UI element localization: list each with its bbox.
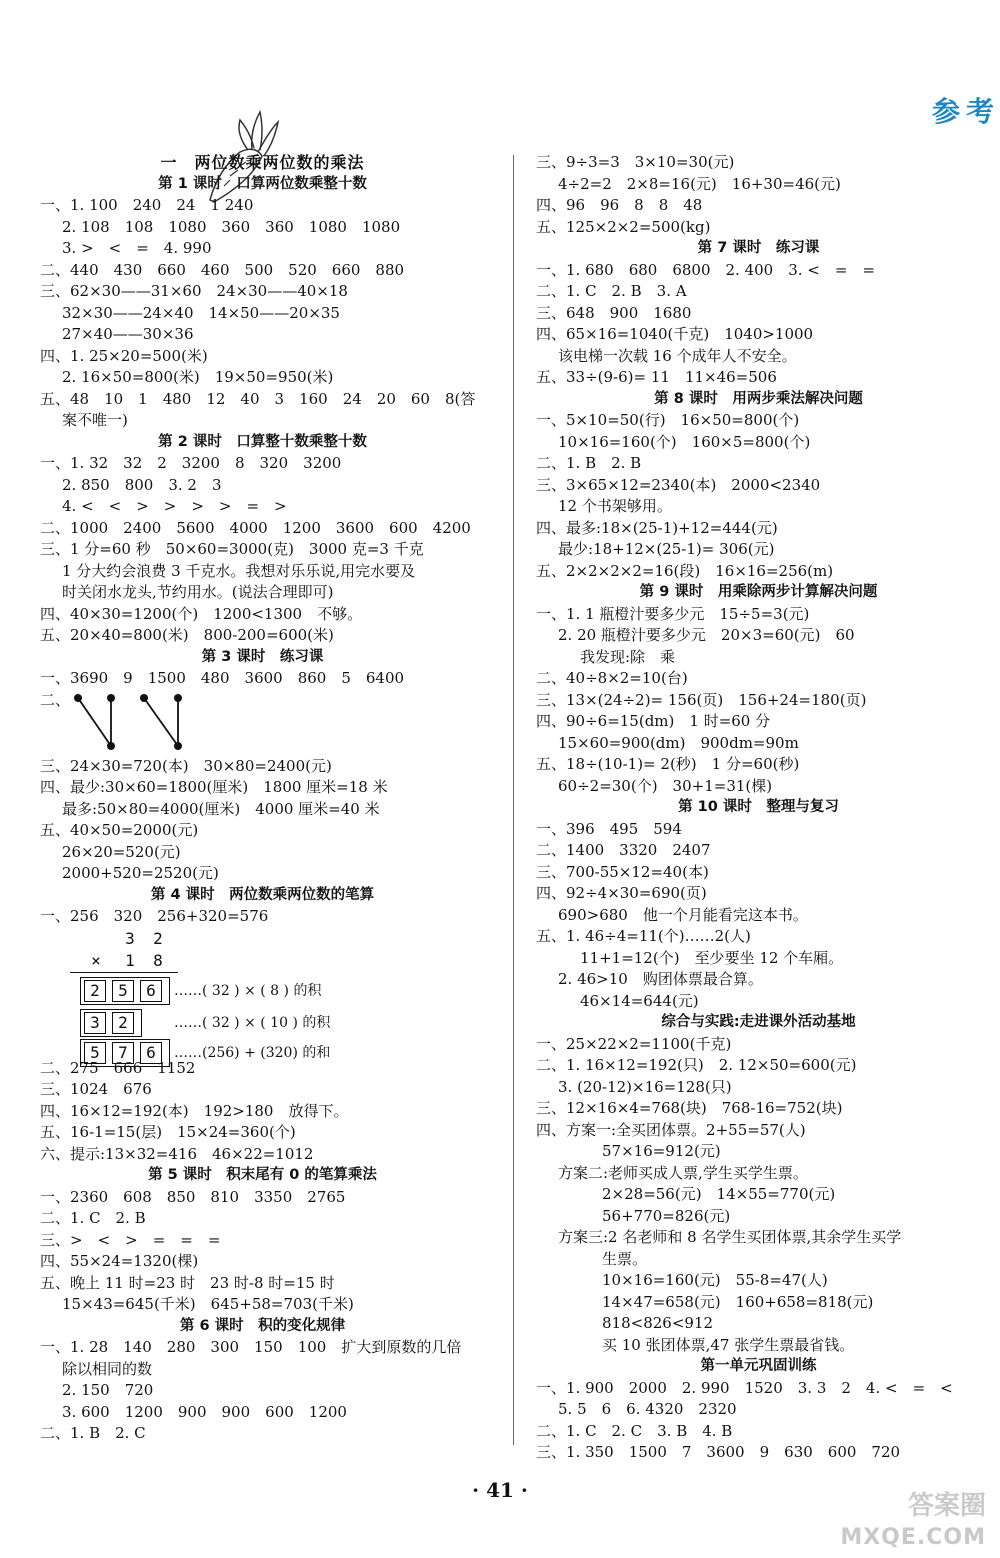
answer-line: 15×43=645(千米) 645+58=703(千米): [62, 1295, 354, 1313]
answer-line: 一、1. 900 2000 2. 990 1520 3. 3 2 4. < = <: [536, 1378, 953, 1397]
match-dot-top: [140, 694, 148, 702]
answer-line: 五、20×40=800(米) 800-200=600(米): [40, 626, 334, 644]
answer-line: 二、40÷8×2=10(台): [536, 669, 688, 687]
multiply-sign: ×: [91, 950, 101, 970]
lesson-heading: 第 2 课时 口算整十数乘整十数: [158, 433, 367, 450]
lesson-heading: 第一单元巩固训练: [700, 1358, 817, 1374]
answer-line: 五、40×50=2000(元): [40, 821, 199, 839]
answer-line: 六、提示:13×32=416 46×22=1012: [40, 1144, 314, 1163]
answer-line: 一、5×10=50(行) 16×50=800(个): [536, 411, 800, 429]
multiplicand-digit: 2: [153, 928, 163, 948]
answer-line: 三、13×(24÷2)= 156(页) 156+24=180(页): [536, 690, 867, 709]
answer-line: 除以相同的数: [62, 1359, 153, 1378]
answer-line: 我发现:除 乘: [580, 647, 676, 666]
answer-line: 2. 108 108 1080 360 360 1080 1080: [62, 217, 401, 236]
answer-line: 二、1. C 2. B: [40, 1209, 146, 1227]
answer-key-tag: 参考: [931, 95, 1000, 128]
answer-line: 三、700-55×12=40(本): [536, 862, 709, 881]
answer-line: 该电梯一次载 16 个成年人不安全。: [558, 346, 797, 365]
answer-line: 11+1=12(个) 至少要坐 12 个车厢。: [580, 948, 844, 967]
answer-line: 三、12×16×4=768(块) 768-16=752(块): [536, 1099, 843, 1117]
answer-line: 方案二:老师买成人票,学生买学生票。: [558, 1163, 808, 1182]
answer-line: 二、1. 16×12=192(只) 2. 12×50=600(元): [536, 1056, 857, 1074]
answer-line: 四、1. 25×20=500(米): [40, 346, 208, 365]
answer-line: 四、65×16=1040(千克) 1040>1000: [536, 325, 814, 343]
match-dot-bottom: [174, 742, 182, 750]
calc-note: ……(256) + (320) 的和: [174, 1044, 331, 1061]
answer-line: 5. 5 6 6. 4320 2320: [558, 1400, 737, 1418]
answer-digit-box: 2: [112, 1012, 134, 1034]
answer-line: 27×40——30×36: [62, 325, 194, 343]
match-dot-top: [74, 694, 82, 702]
answer-line: 二、1400 3320 2407: [536, 841, 711, 859]
answer-line: 二、1000 2400 5600 4000 1200 3600 600 4200: [40, 518, 471, 537]
answer-line: 32×30——24×40 14×50——20×35: [62, 303, 340, 322]
answer-line: 四、40×30=1200(个) 1200<1300 不够。: [40, 604, 363, 623]
answer-line: 四、96 96 8 8 48: [536, 196, 703, 214]
answer-line: 3. (20-12)×16=128(只): [558, 1077, 732, 1096]
answer-line: 一、2360 608 850 810 3350 2765: [40, 1187, 346, 1206]
answer-digit-box: 6: [140, 980, 162, 1002]
answer-digit-box: 5: [84, 1042, 106, 1064]
answer-line: 三、9÷3=3 3×10=30(元): [536, 153, 735, 171]
answer-line: 五、晚上 11 时=23 时 23 时-8 时=15 时: [40, 1273, 335, 1292]
lesson-heading: 第 3 课时 练习课: [201, 648, 324, 665]
answer-line: 3. > < = 4. 990: [62, 239, 212, 257]
answer-line: 2. 16×50=800(米) 19×50=950(米): [62, 368, 334, 386]
answer-line: 一、1. 100 240 24 1 240: [40, 196, 254, 214]
answer-line: 818<826<912: [602, 1314, 714, 1332]
answer-line: 2000+520=2520(元): [62, 864, 219, 882]
calc-note: ……( 32 ) × ( 10 ) 的积: [174, 1014, 331, 1031]
lesson-heading: 第 9 课时 用乘除两步计算解决问题: [639, 584, 878, 600]
answer-line: 买 10 张团体票,47 张学生票最省钱。: [602, 1335, 855, 1354]
answer-line: 二、440 430 660 460 500 520 660 880: [40, 260, 405, 279]
answer-line: 2×28=56(元) 14×55=770(元): [602, 1185, 836, 1203]
answer-line: 方案三:2 名老师和 8 名学生买团体票,其余学生买学: [558, 1228, 902, 1246]
answer-line: 10×16=160(元) 55-8=47(人): [602, 1271, 828, 1289]
answer-line: 最少:18+12×(25-1)= 306(元): [558, 540, 775, 558]
right-column: [536, 152, 981, 1464]
answer-line: 四、最少:30×60=1800(厘米) 1800 厘米=18 米: [40, 778, 388, 796]
match-line: [144, 698, 178, 746]
answer-line: 五、16-1=15(层) 15×24=360(个): [40, 1123, 296, 1141]
lesson-heading: 一 两位数乘两位数的乘法: [160, 153, 365, 172]
answer-line: 三、> < > = = =: [40, 1230, 221, 1249]
answer-line: 生票。: [602, 1249, 648, 1268]
lesson-heading: 综合与实践:走进课外活动基地: [661, 1014, 856, 1030]
answer-line: 五、18÷(10-1)= 2(秒) 1 分=60(秒): [536, 755, 800, 773]
answer-line: 三、1024 676: [40, 1080, 152, 1098]
lesson-heading: 第 7 课时 练习课: [697, 240, 820, 256]
match-dot-bottom: [107, 742, 115, 750]
lesson-heading: 第 4 课时 两位数乘两位数的笔算: [150, 886, 375, 903]
calc-note: ……( 32 ) × ( 8 ) 的积: [174, 982, 322, 999]
answer-line: 15×60=900(dm) 900dm=90m: [558, 733, 799, 752]
answer-line: 四、90÷6=15(dm) 1 时=60 分: [536, 712, 771, 730]
page-number: · 41 ·: [472, 1478, 528, 1502]
answer-line: 五、48 10 1 480 12 40 3 160 24 20 60 8(答: [40, 389, 476, 408]
answer-line: 690>680 他一个月能看完这本书。: [558, 905, 808, 924]
answer-line: 4÷2=2 2×8=16(元) 16+30=46(元): [558, 174, 841, 193]
match-dot-top: [107, 694, 115, 702]
answer-line: 2. 850 800 3. 2 3: [62, 475, 222, 494]
match-line: [78, 698, 111, 746]
answer-digit-box: 6: [140, 1042, 162, 1064]
answer-line: 三、3×65×12=2340(本) 2000<2340: [536, 475, 821, 494]
column-divider: [513, 155, 514, 1445]
lesson-heading: 第 1 课时 口算两位数乘整十数: [158, 175, 367, 192]
answer-line: 五、125×2×2=500(kg): [536, 217, 711, 236]
multiplicand-digit: 3: [125, 928, 135, 948]
answer-line: 四、方案一:全买团体票。2+55=57(人): [536, 1120, 806, 1139]
lesson-heading: 第 6 课时 积的变化规律: [179, 1317, 346, 1334]
matching-diagram: [40, 690, 485, 756]
lesson-heading: 第 10 课时 整理与复习: [678, 799, 839, 815]
multiplier-digit: 8: [153, 950, 163, 970]
answer-line: 一、396 495 594: [536, 819, 682, 838]
answer-line: 最多:50×80=4000(厘米) 4000 厘米=40 米: [62, 799, 380, 818]
answer-line: 一、3690 9 1500 480 3600 860 5 6400: [40, 669, 405, 687]
answer-digit-box: 5: [112, 980, 134, 1002]
watermark: 答案圈 MXQE.COM: [840, 1491, 986, 1550]
answer-line: 一、1. 28 140 280 300 150 100 扩大到原数的几倍: [40, 1338, 462, 1356]
answer-line: 10×16=160(个) 160×5=800(个): [558, 432, 811, 451]
match-dot-top: [174, 694, 182, 702]
answer-line: 二、275 666 1152: [40, 1058, 196, 1077]
answer-line: 一、1. 680 680 6800 2. 400 3. < = =: [536, 260, 876, 279]
lesson-heading: 第 5 课时 积末尾有 0 的笔算乘法: [148, 1167, 377, 1183]
answer-line: 三、24×30=720(本) 30×80=2400(元): [40, 756, 332, 775]
answer-line: 四、55×24=1320(棵): [40, 1252, 199, 1270]
answer-line: 2. 20 瓶橙汁要多少元 20×3=60(元) 60: [558, 626, 855, 644]
answer-line: 一、1. 32 32 2 3200 8 320 3200: [40, 454, 342, 472]
answer-line: 二、1. B 2. C: [40, 1424, 146, 1442]
answer-line: 2. 46>10 购团体票最合算。: [558, 970, 763, 988]
answer-line: 56+770=826(元): [602, 1206, 731, 1225]
answer-line: 时关闭水龙头,节约用水。(说法合理即可): [62, 583, 334, 601]
answer-line: 四、16×12=192(本) 192>180 放得下。: [40, 1101, 349, 1120]
answer-line: 三、1 分=60 秒 50×60=3000(克) 3000 克=3 千克: [40, 540, 424, 558]
answer-digit-box: 2: [84, 980, 106, 1002]
answer-line: 二、1. C 2. C 3. B 4. B: [536, 1421, 733, 1440]
answer-line: 三、648 900 1680: [536, 303, 692, 322]
answer-digit-box: 7: [112, 1042, 134, 1064]
vertical-multiplication: [40, 928, 485, 1062]
answer-line: 二、: [40, 690, 71, 709]
answer-line: 一、256 320 256+320=576: [40, 907, 269, 925]
answer-line: 四、92÷4×30=690(页): [536, 884, 707, 902]
answer-line: 一、1. 1 瓶橙汁要多少元 15÷5=3(元): [536, 604, 810, 623]
multiplier-digit: 1: [125, 950, 135, 970]
answer-line: 案不唯一): [62, 411, 128, 429]
answer-line: 五、1. 46÷4=11(个)……2(人): [536, 927, 751, 945]
answer-line: 60÷2=30(个) 30+1=31(棵): [558, 776, 773, 795]
answer-line: 3. 600 1200 900 900 600 1200: [62, 1402, 347, 1421]
answer-line: 五、33÷(9-6)= 11 11×46=506: [536, 368, 777, 386]
answer-line: 四、最多:18×(25-1)+12=444(元): [536, 518, 778, 537]
answer-line: 2. 150 720: [62, 1381, 154, 1399]
answer-line: 12 个书架够用。: [558, 497, 672, 515]
lesson-heading: 第 8 课时 用两步乘法解决问题: [654, 390, 863, 407]
answer-line: 三、1. 350 1500 7 3600 9 630 600 720: [536, 1443, 901, 1461]
answer-line: 三、62×30——31×60 24×30——40×18: [40, 282, 348, 300]
answer-line: 57×16=912(元): [602, 1142, 721, 1160]
answer-line: 4. < < > > > > = >: [62, 497, 287, 515]
answer-line: 二、1. B 2. B: [536, 454, 642, 472]
calc-rule: [70, 972, 178, 973]
answer-line: 五、2×2×2×2=16(段) 16×16=256(m): [536, 561, 834, 580]
answer-line: 14×47=658(元) 160+658=818(元): [602, 1292, 874, 1311]
answer-line: 26×20=520(元): [62, 842, 181, 861]
left-column: [40, 152, 485, 1445]
answer-line: 二、1. C 2. B 3. A: [536, 282, 687, 300]
matching-lines: [68, 690, 208, 756]
answer-line: 1 分大约会浪费 3 千克水。我想对乐乐说,用完水要及: [62, 561, 416, 580]
answer-line: 一、25×22×2=1100(千克): [536, 1034, 732, 1053]
answer-digit-box: 3: [84, 1012, 106, 1034]
answer-line: 46×14=644(元): [580, 991, 699, 1010]
